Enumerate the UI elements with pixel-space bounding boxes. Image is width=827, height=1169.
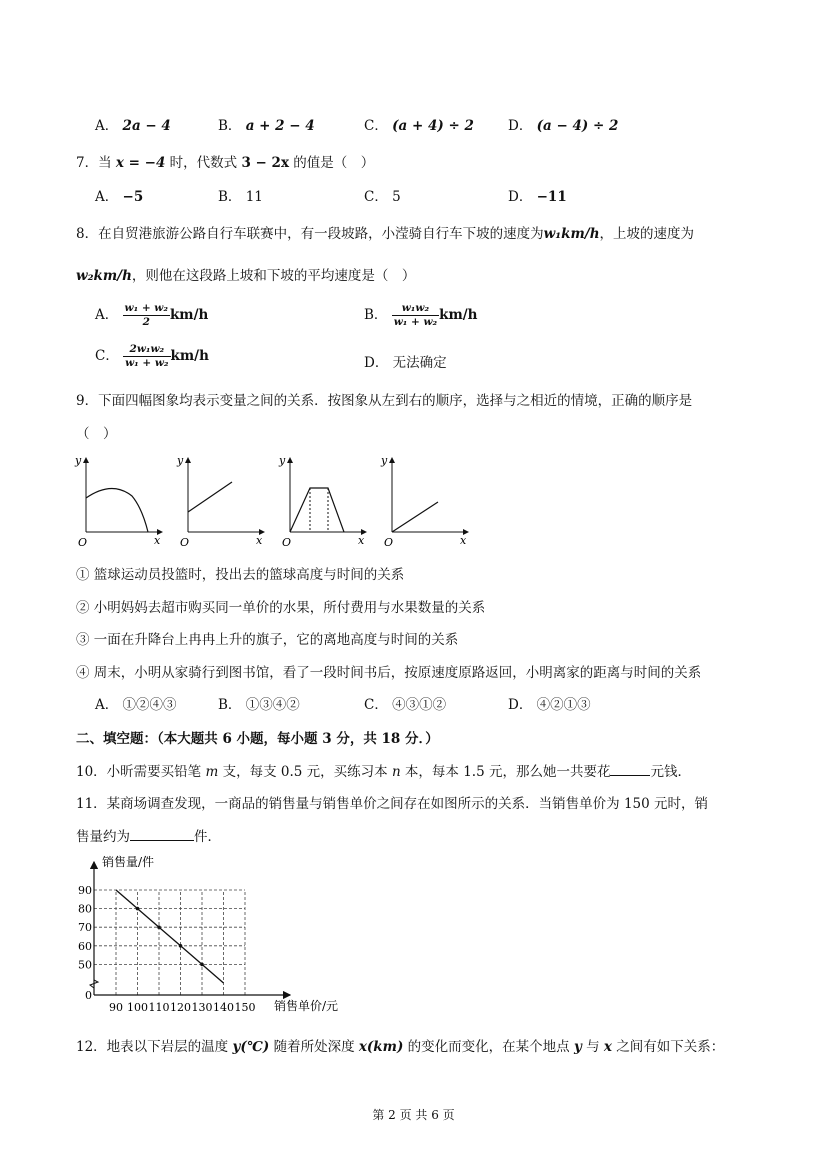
y-tick-labels — [78, 884, 92, 1002]
q8-option-c: C． $\frac{\text{2w₁w₂}}{\text{w₁ + w₂}}$ km/h — [95, 343, 209, 369]
q9-option-b: B． ①③④② — [218, 697, 300, 713]
data-point — [157, 925, 161, 929]
q9-situation-4: ④ 周末，小明从家骑行到图书馆，看了一段时间书后，按原速度原路返回，小明离家的距离与时间的关系 — [76, 665, 702, 681]
q6-option-b: B． a + 2 − 4 — [218, 118, 315, 134]
q9-situation-3: ③ 一面在升降台上冉冉上升的旗子，它的离地高度与时间的关系 — [76, 632, 459, 648]
q9-graphs — [70, 450, 480, 550]
fraction: $\frac{\text{2w₁w₂}}{\text{w₁ + w₂}}$ — [125, 343, 169, 369]
x-tick-label: 130 — [191, 1001, 213, 1014]
chart-x-label: 销售单价/元 — [274, 999, 339, 1013]
data-point — [179, 944, 183, 948]
q10-stem: 10．小昕需要买铅笔 m 支，每支 0.5 元，买练习本 n 本，每本 1.5 元，那么她一共要花 元钱． — [76, 764, 691, 780]
line-with-intercept — [188, 482, 232, 512]
x-tick-label: 90 — [109, 1001, 123, 1014]
q7-option-c: C． 5 — [364, 189, 401, 205]
origin-label: O — [282, 536, 292, 549]
y-label: y — [279, 454, 286, 467]
q9-situation-1: ① 篮球运动员投篮时，投出去的篮球高度与时间的关系 — [76, 567, 405, 583]
q11-stem-line1: 11．某商场调查发现，一商品的销售量与销售单价之间存在如图所示的关系．当销售单价为 150 元时，销 — [76, 796, 709, 812]
x-tick-labels — [109, 1001, 256, 1014]
y-label: y — [75, 454, 82, 467]
x-label: x — [154, 534, 161, 547]
x-tick-label: 100 — [127, 1001, 148, 1014]
q11-chart — [68, 850, 368, 1025]
x-label: x — [460, 534, 467, 547]
graph-1 — [74, 454, 162, 549]
q6-option-d: D． (a − 4) ÷ 2 — [508, 118, 619, 134]
q7-option-b: B． 11 — [218, 189, 263, 205]
q12-stem: 12．地表以下岩层的温度 y(℃) 随着所处深度 x(km) 的变化而变化，在某个地点 y 与 x 之间有如下关系： — [76, 1039, 725, 1055]
q8-option-b: B． $\frac{\text{w₁w₂}}{\text{w₁ + w₂}}$ km/h — [364, 302, 478, 328]
x-tick-label: 110 — [148, 1001, 170, 1014]
y-tick-label: 60 — [78, 939, 92, 953]
y-tick-label: 70 — [78, 921, 92, 935]
answer-blank[interactable] — [610, 775, 650, 776]
y-tick-label: 90 — [78, 884, 92, 897]
chart-grid — [94, 890, 245, 995]
answer-blank[interactable] — [130, 840, 194, 841]
graph-2 — [176, 454, 264, 549]
q9-stem-line2: （ ） — [76, 426, 117, 442]
chart-y-label: 销售量/件 — [102, 855, 155, 869]
q7-option-d: D． −11 — [508, 189, 567, 205]
fraction: $\frac{\text{w₁ + w₂}}{2}$ — [124, 302, 168, 328]
y-label: y — [381, 454, 388, 467]
trapezoid-path — [290, 488, 344, 532]
origin-label: O — [78, 536, 88, 549]
q9-stem-line1: 9．下面四幅图象均表示变量之间的关系．按图象从左到右的顺序，选择与之相近的情境，正确的顺序是 — [76, 393, 693, 409]
q9-situation-2: ② 小明妈妈去超市购买同一单价的水果，所付费用与水果数量的关系 — [76, 600, 486, 616]
q9-option-d: D． ④②①③ — [508, 697, 591, 713]
page-footer: 第 2 页 共 6 页 — [372, 1108, 455, 1122]
q7-stem: 7．当 x = −4 时，代数式 3 − 2x 的值是（ ） — [76, 155, 375, 171]
data-point — [200, 963, 204, 967]
data-line — [116, 890, 224, 983]
x-label: x — [256, 534, 263, 547]
curve-parabola — [86, 488, 148, 532]
y-tick-label: 50 — [78, 958, 92, 972]
x-tick-label: 120 — [170, 1001, 191, 1014]
q6-option-a: A． 2a − 4 — [95, 118, 171, 134]
q11-stem-line2: 售量约为 件． — [76, 829, 221, 845]
y-tick-label: 80 — [78, 902, 92, 916]
q9-option-c: C． ④③①② — [364, 697, 447, 713]
y-label: y — [177, 454, 184, 467]
x-label: x — [358, 534, 365, 547]
data-point — [136, 907, 140, 911]
x-tick-label: 150 — [234, 1001, 256, 1014]
q7-option-a: A． −5 — [95, 189, 144, 205]
q8-option-d: D． 无法确定 — [364, 355, 447, 371]
q9-option-a: A． ①②④③ — [95, 697, 177, 713]
origin-label: O — [384, 536, 394, 549]
q8-stem-line2: w₂km/h，则他在这段路上坡和下坡的平均速度是（ ） — [76, 268, 416, 284]
section-heading: 二、填空题：（本大题共 6 小题，每小题 3 分，共 18 分．） — [76, 731, 439, 747]
fraction: $\frac{\text{w₁w₂}}{\text{w₁ + w₂}}$ — [393, 302, 438, 328]
y-tick-label: 0 — [85, 989, 92, 1002]
x-tick-label: 140 — [213, 1001, 234, 1014]
line-through-origin — [392, 502, 438, 532]
origin-label: O — [180, 536, 190, 549]
q6-option-c: C． (a + 4) ÷ 2 — [364, 118, 474, 134]
graph-4 — [380, 454, 468, 549]
q8-stem-line1: 8．在自贸港旅游公路自行车联赛中，有一段坡路，小滢骑自行车下坡的速度为w₁km/h，上坡的速度为 — [76, 226, 695, 242]
graph-3 — [278, 454, 366, 549]
q8-option-a: A． $\frac{\text{w₁ + w₂}}{2}$ km/h — [95, 302, 209, 328]
